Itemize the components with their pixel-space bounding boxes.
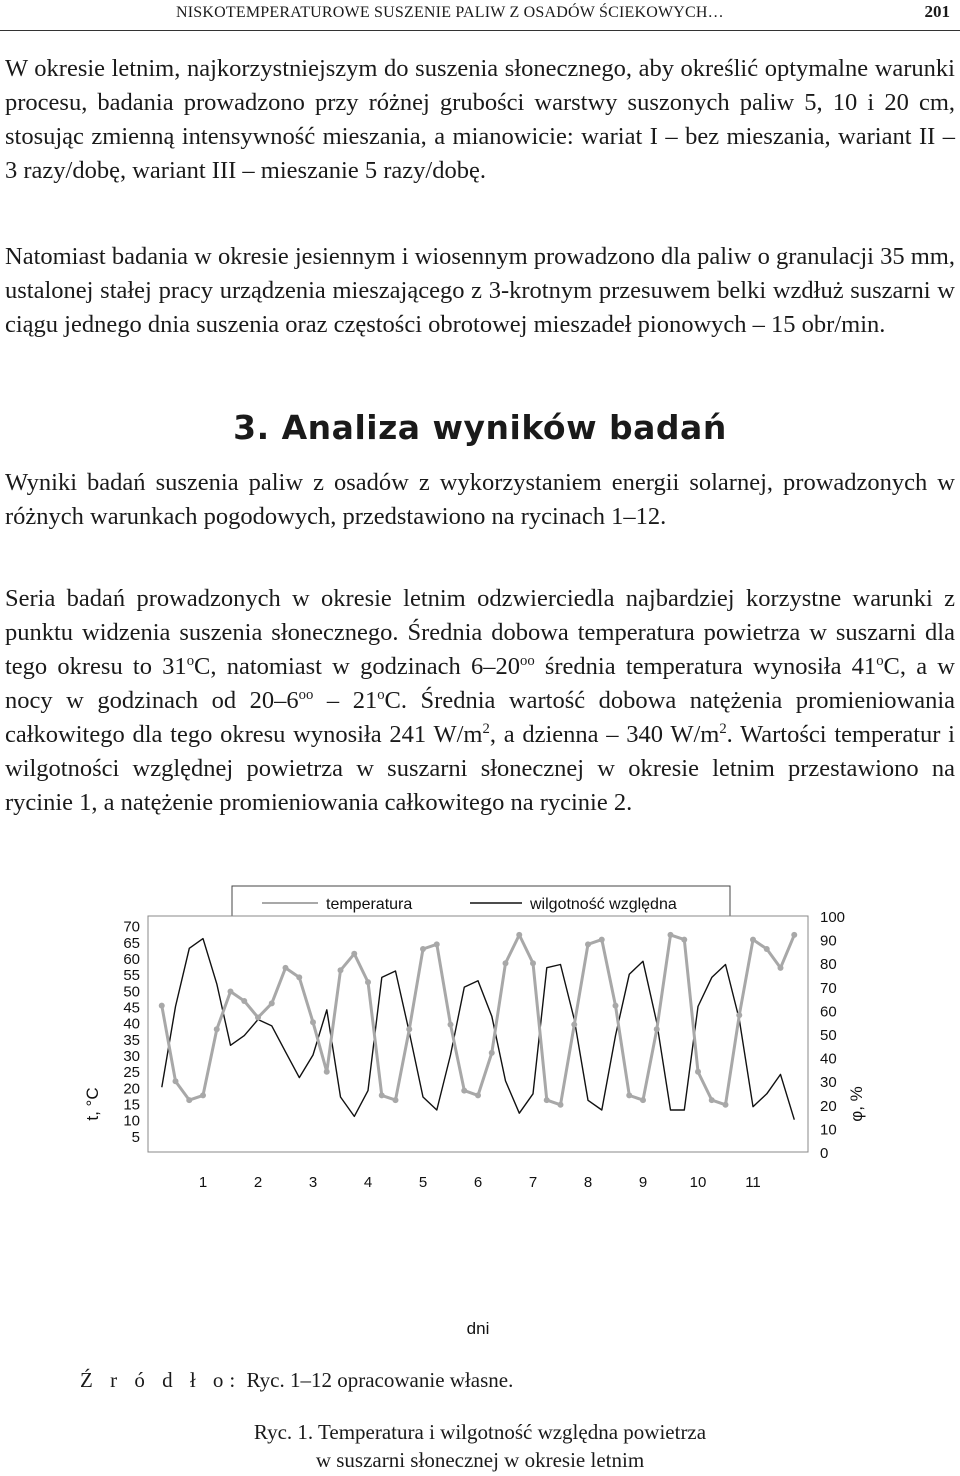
page-number: 201 bbox=[924, 2, 950, 21]
p4-sup-3: o bbox=[876, 653, 884, 670]
humidity-data-point bbox=[310, 1019, 316, 1025]
humidity-data-point bbox=[324, 1069, 330, 1075]
x-tick-label: 10 bbox=[689, 1174, 707, 1191]
p4-sup-4: oo bbox=[298, 687, 314, 704]
x-tick-label: 11 bbox=[745, 1174, 761, 1191]
humidity-data-point bbox=[186, 1097, 192, 1103]
page-header bbox=[0, 0, 960, 31]
humidity-data-point bbox=[571, 1022, 577, 1028]
y-right-tick-label: 10 bbox=[820, 1121, 837, 1139]
humidity-data-point bbox=[791, 932, 797, 938]
figure-1-chart bbox=[0, 872, 960, 1352]
humidity-data-point bbox=[255, 1014, 261, 1020]
legend-humidity-label: wilgotność względna bbox=[530, 896, 677, 913]
humidity-data-point bbox=[736, 1012, 742, 1018]
humidity-data-point bbox=[406, 1026, 412, 1032]
paragraph-3-text: Wyniki badań suszenia paliw z osadów z wykorzystaniem energii solarnej, prowadzonych w różnych warunkach pogodowych, przedstawiono na rycinach 1–12. bbox=[5, 469, 955, 530]
p4-sup-1: o bbox=[186, 653, 195, 670]
paragraph-1 bbox=[5, 52, 955, 188]
source-label: Ź r ó d ł o: bbox=[80, 1368, 242, 1392]
humidity-data-point bbox=[709, 1097, 715, 1103]
y-left-tick-label: 5 bbox=[131, 1128, 140, 1146]
p4-text-7: , a dzienna – 340 W/m bbox=[489, 721, 720, 748]
humidity-data-point bbox=[420, 946, 426, 952]
x-tick-label: 8 bbox=[583, 1174, 593, 1191]
paragraph-2-text: Natomiast badania w okresie jesiennym i wiosennym prowadzono dla paliw o granulacji 35 mm, ustalonej stałej pracy urządzenia mieszającego z 3-krotnym przesuwem belki wzdłuż suszarni w ciągu jednego dnia suszenia oraz częstości obrotowej mieszadeł pionowych – 15 obr/min. bbox=[5, 243, 955, 338]
humidity-data-point bbox=[764, 946, 770, 952]
humidity-data-point bbox=[668, 932, 674, 938]
y-left-tick-group bbox=[123, 919, 140, 1146]
y-left-tick-label: 10 bbox=[123, 1112, 140, 1130]
caption-line-1: Ryc. 1. Temperatura i wilgotność względna powietrza bbox=[253, 1420, 707, 1444]
y-right-tick-label: 80 bbox=[820, 956, 837, 974]
y-left-tick-label: 45 bbox=[123, 999, 140, 1017]
y-left-tick-label: 15 bbox=[123, 1096, 140, 1114]
humidity-data-point bbox=[599, 937, 605, 943]
p4-sup-5: o bbox=[377, 687, 385, 704]
y-left-tick-label: 70 bbox=[123, 918, 140, 936]
y-right-tick-group bbox=[820, 909, 845, 1162]
legend-temperature-label: temperatura bbox=[326, 896, 413, 913]
y-left-tick-label: 40 bbox=[123, 1015, 140, 1033]
y-right-tick-label: 90 bbox=[820, 932, 837, 950]
y-right-tick-label: 20 bbox=[820, 1097, 837, 1115]
humidity-data-point bbox=[283, 965, 289, 971]
y-right-tick-label: 60 bbox=[820, 1003, 837, 1021]
y-left-tick-label: 65 bbox=[123, 934, 140, 952]
x-tick-label: 4 bbox=[363, 1174, 373, 1191]
p4-sup-7: 2 bbox=[719, 721, 727, 738]
humidity-data-point bbox=[516, 932, 522, 938]
humidity-data-point bbox=[159, 1003, 165, 1009]
humidity-data-point bbox=[338, 967, 344, 973]
chart-svg bbox=[0, 872, 960, 1352]
x-tick-label: 5 bbox=[418, 1174, 428, 1191]
paragraph-4-text bbox=[5, 582, 955, 820]
y-right-tick-label: 100 bbox=[820, 909, 846, 926]
humidity-data-point bbox=[475, 1092, 481, 1098]
humidity-data-point bbox=[558, 1102, 564, 1108]
humidity-data-point bbox=[654, 1026, 660, 1032]
humidity-data-point bbox=[241, 998, 247, 1004]
humidity-data-point bbox=[640, 1097, 646, 1103]
humidity-data-point bbox=[200, 1092, 206, 1098]
humidity-data-point bbox=[778, 965, 784, 971]
humidity-data-point bbox=[585, 941, 591, 947]
humidity-data-point bbox=[393, 1097, 399, 1103]
y-right-tick-label: 40 bbox=[820, 1050, 837, 1068]
section-heading: 3. Analiza wyników badań bbox=[233, 408, 727, 447]
humidity-data-point bbox=[379, 1092, 385, 1098]
humidity-data-point bbox=[613, 1003, 619, 1009]
p4-text-3: średnia temperatura wynosiła 41 bbox=[534, 653, 877, 680]
paragraph-1-text: W okresie letnim, najkorzystniejszym do suszenia słonecznego, aby określić optymalne warunki procesu, badania prowadzono przy różnej grubości warstwy suszonych paliw 5, 10 i 20 cm, stosując zmienną intensywność mieszania, a mianowicie: wariat I – bez mieszania, wariant II – 3 razy/dobę, wariant III – mieszanie 5 razy/dobę. bbox=[5, 55, 955, 184]
humidity-data-point bbox=[214, 1026, 220, 1032]
y-left-tick-label: 35 bbox=[123, 1031, 140, 1049]
source-note bbox=[80, 1368, 513, 1393]
humidity-data-point bbox=[173, 1078, 179, 1084]
y-right-tick-label: 30 bbox=[820, 1074, 837, 1092]
humidity-data-point bbox=[626, 1092, 632, 1098]
humidity-data-point bbox=[461, 1088, 467, 1094]
x-tick-label: 9 bbox=[638, 1174, 648, 1191]
x-tick-label: 1 bbox=[198, 1174, 208, 1191]
p4-sup-6: 2 bbox=[482, 721, 490, 738]
y-left-tick-label: 60 bbox=[123, 951, 140, 969]
y-left-tick-label: 30 bbox=[123, 1048, 140, 1066]
humidity-data-point bbox=[269, 1000, 275, 1006]
y-left-tick-label: 20 bbox=[123, 1080, 140, 1098]
figure-caption bbox=[0, 1418, 960, 1474]
plot-area bbox=[148, 916, 808, 1152]
x-tick-label: 7 bbox=[528, 1174, 538, 1191]
y-left-tick-label: 25 bbox=[123, 1064, 140, 1082]
y-right-axis-label: φ, % bbox=[847, 1086, 866, 1122]
humidity-data-point bbox=[434, 941, 440, 947]
humidity-data-point bbox=[695, 1069, 701, 1075]
p4-text-8: . Wartości temperatur i wilgotności względnej powietrza w suszarni słonecznej w okresie letnim przestawiono na rycinie 1, a natężenie promieniowania całkowitego na rycinie 2. bbox=[5, 721, 955, 816]
humidity-data-point bbox=[530, 960, 536, 966]
paragraph-2 bbox=[5, 240, 955, 342]
x-tick-group bbox=[199, 1174, 761, 1191]
humidity-data-point bbox=[723, 1102, 729, 1108]
p4-text-2: C, natomiast w godzinach 6–20 bbox=[194, 653, 520, 680]
paragraph-4 bbox=[5, 582, 955, 820]
running-title: NISKOTEMPERATUROWE SUSZENIE PALIW Z OSADÓW ŚCIEKOWYCH… bbox=[176, 4, 724, 21]
humidity-data-point bbox=[750, 937, 756, 943]
y-right-tick-label: 0 bbox=[820, 1145, 829, 1162]
p4-text-5: – 21 bbox=[313, 687, 378, 714]
p4-text-4: C, a w nocy w godzinach od 20–6 bbox=[5, 653, 955, 714]
source-text: Ryc. 1–12 opracowanie własne. bbox=[246, 1368, 514, 1392]
x-tick-label: 3 bbox=[308, 1174, 318, 1191]
paragraph-3 bbox=[5, 466, 955, 534]
x-axis-label: dni bbox=[466, 1319, 490, 1338]
humidity-data-point bbox=[489, 1050, 495, 1056]
humidity-data-point bbox=[365, 979, 371, 985]
humidity-data-point bbox=[228, 989, 234, 995]
humidity-data-point bbox=[351, 951, 357, 957]
y-left-tick-label: 50 bbox=[123, 983, 140, 1001]
y-right-tick-label: 50 bbox=[820, 1027, 837, 1044]
humidity-data-point bbox=[681, 937, 687, 943]
humidity-data-point bbox=[296, 974, 302, 980]
humidity-data-point bbox=[544, 1097, 550, 1103]
x-tick-label: 6 bbox=[473, 1174, 483, 1191]
p4-text-1: Seria badań prowadzonych w okresie letnim odzwierciedla najbardziej korzystne warunki z punktu widzenia suszenia słonecznego. Średnia dobowa temperatura powietrza w suszarni dla tego okresu to 31 bbox=[5, 585, 955, 680]
humidity-data-point bbox=[448, 1022, 454, 1028]
humidity-data-point bbox=[503, 960, 509, 966]
p4-sup-2: oo bbox=[519, 653, 535, 670]
y-left-tick-label: 55 bbox=[123, 967, 140, 985]
y-right-tick-label: 70 bbox=[820, 979, 837, 997]
caption-line-2: w suszarni słonecznej w okresie letnim bbox=[315, 1448, 645, 1472]
p4-text-6: C. Średnia wartość dobowa natężenia promieniowania całkowitego dla tego okresu wynosiła 241 W/m bbox=[5, 687, 956, 748]
x-tick-label: 2 bbox=[253, 1174, 263, 1191]
y-left-axis-label: t, °C bbox=[83, 1087, 102, 1121]
